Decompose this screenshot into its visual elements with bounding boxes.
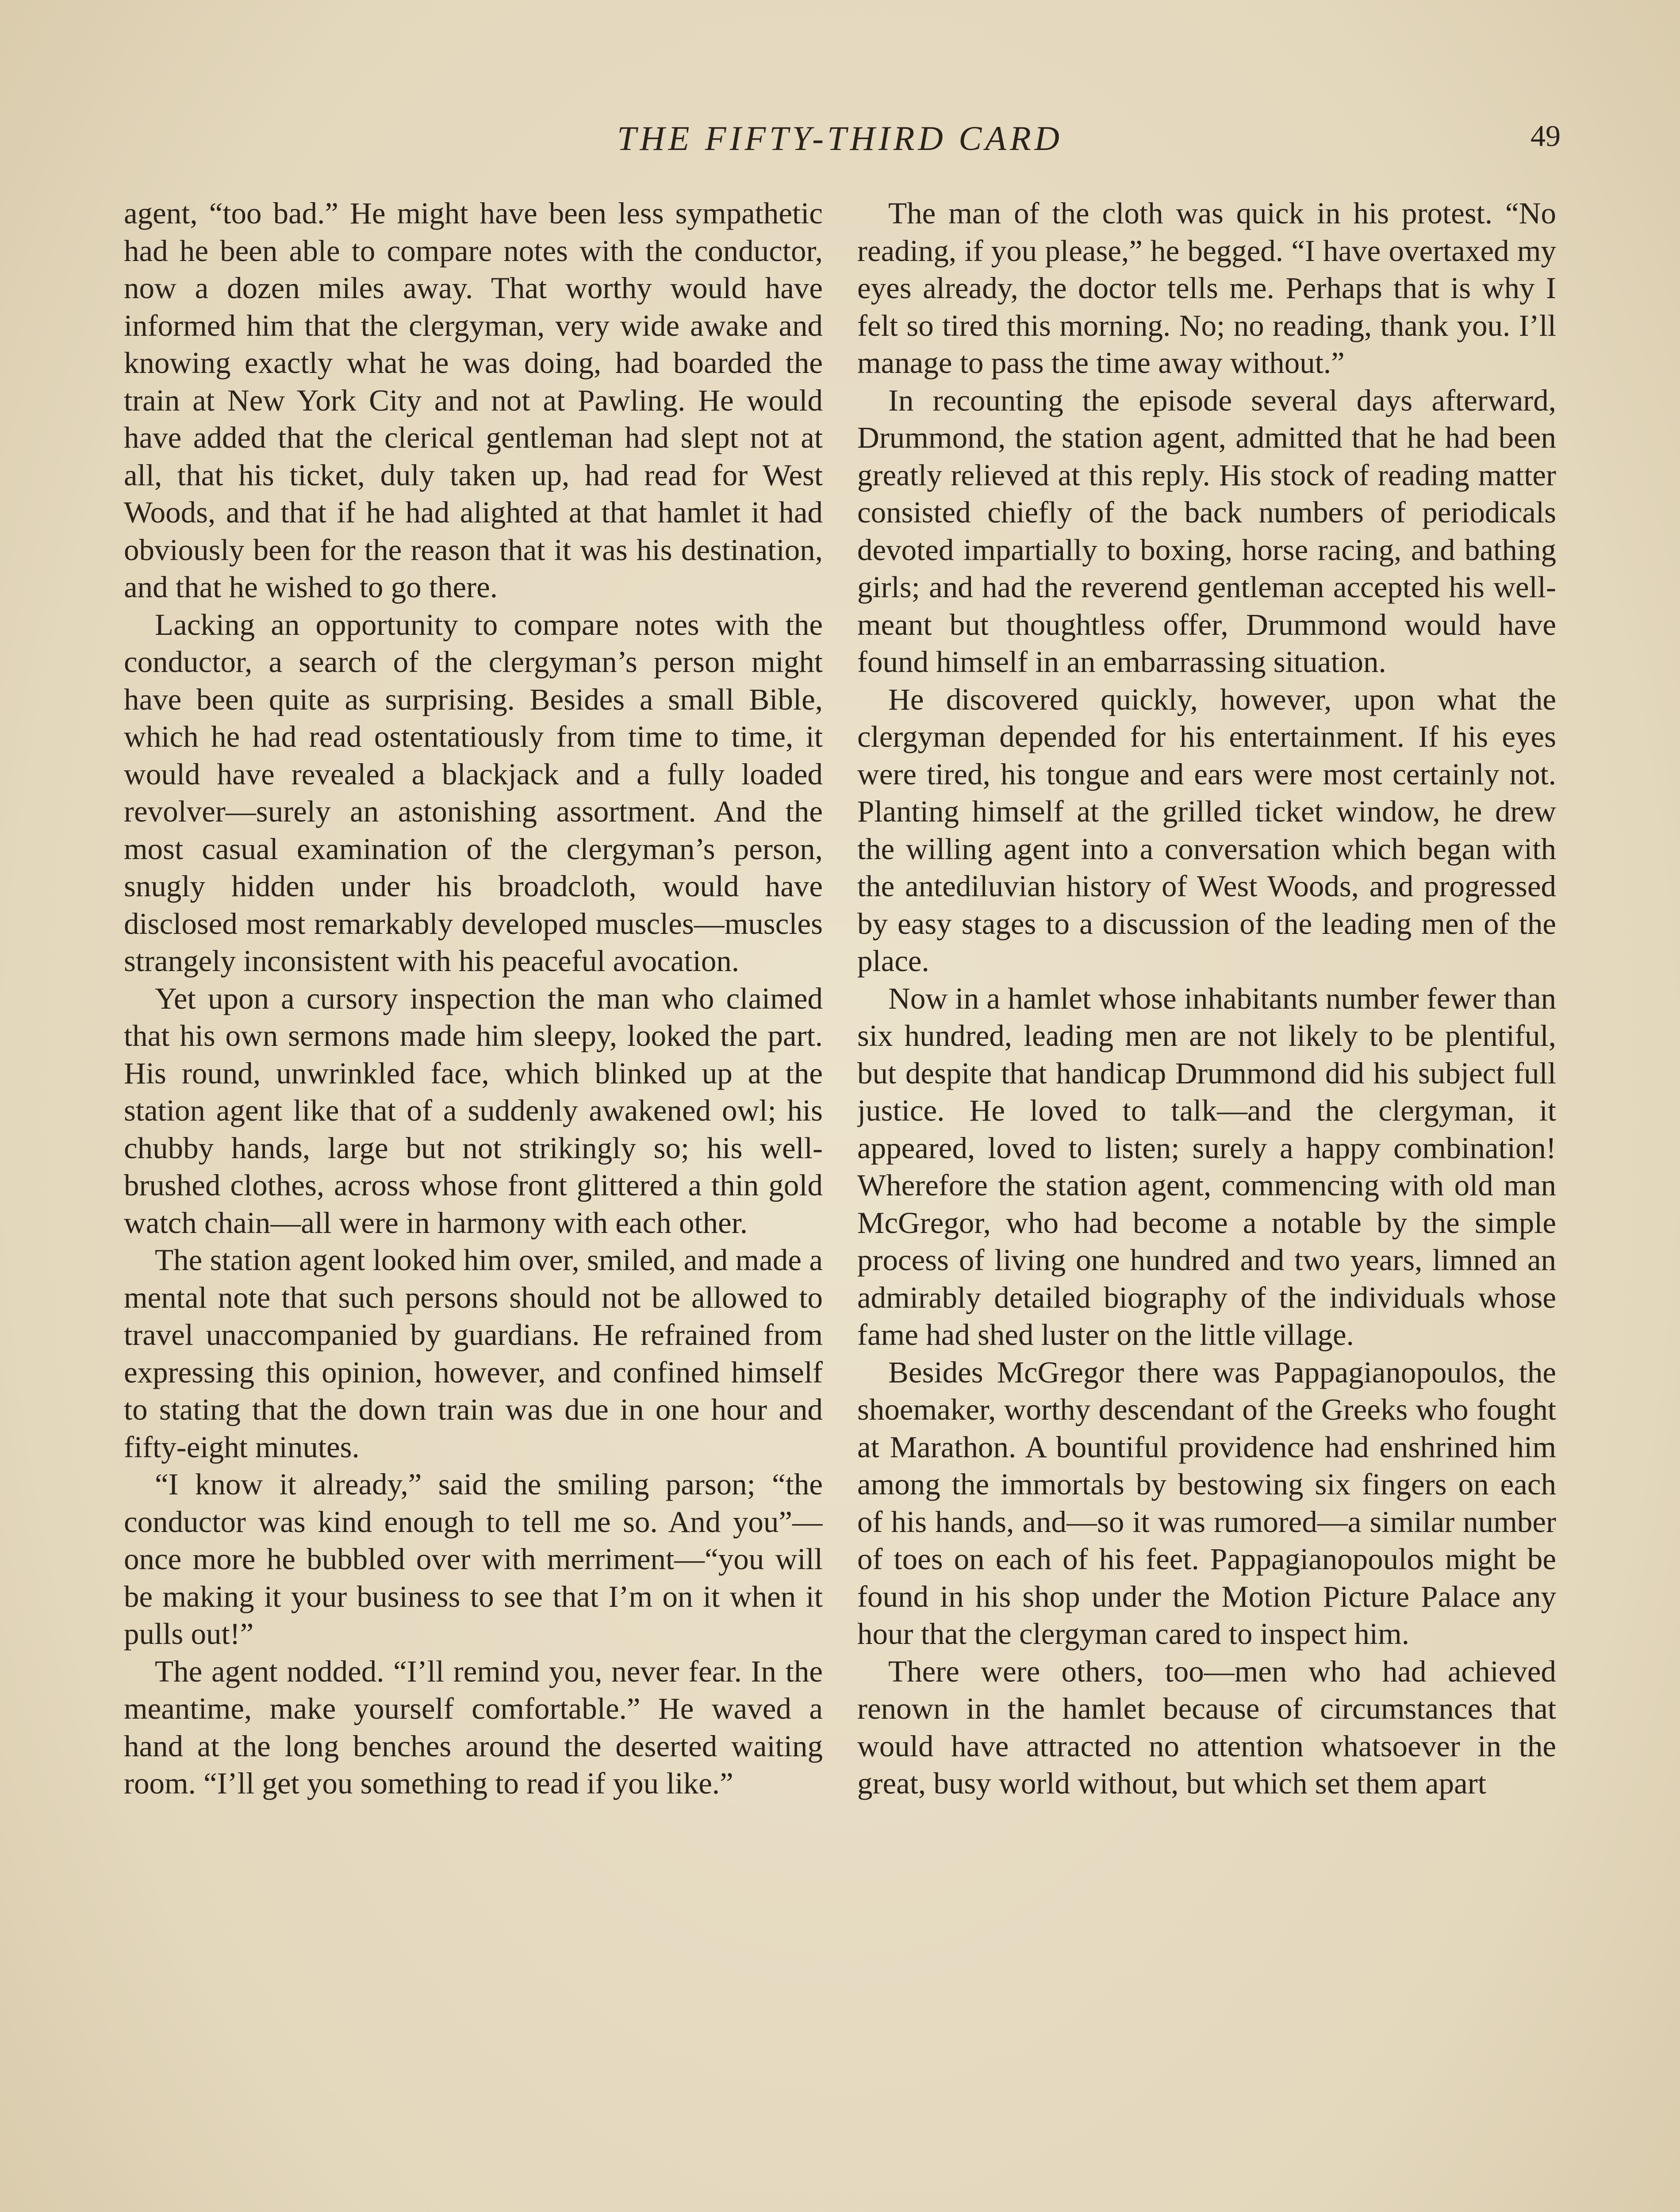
page-header [119, 119, 1561, 167]
paragraph: Besides McGregor there was Pappagianopoulos, the shoemaker, worthy descendant of the Greeks who fought at Marathon. A bountiful providence had enshrined him among the immortals by bestowing six fingers on each of his hands, and—so it was rumored—a similar number of toes on each of his feet. Pappagianopoulos might be found in his shop under the Motion Picture Palace any hour that the clergyman cared to inspect him. [857, 1355, 1556, 1651]
page-number: 49 [1530, 119, 1561, 153]
paragraph: He discovered quickly, however, upon what the clergyman depended for his entertainment. If his eyes were tired, his tongue and ears were most certainly not. Planting himself at the grilled ticket window, he drew the willing agent into a conversation which began with the antediluvian history of West Woods, and progressed by easy stages to a discussion of the leading men of the place. [857, 682, 1556, 978]
paragraph: Lacking an opportunity to compare notes with the conductor, a search of the clergyman’s person might have been quite as surprising. Besides a small Bible, which he had read ostentatiously from time to time, it would have revealed a blackjack and a fully loaded revolver—surely an astonishing assortment. And the most casual examination of the clergyman’s person, snugly hidden under his broadcloth, would have disclosed most remarkably developed muscles—muscles strangely inconsistent with his peaceful avocation. [124, 607, 823, 978]
paragraph: agent, “too bad.” He might have been less sympathetic had he been able to compare notes with the conductor, now a dozen miles away. That worthy would have informed him that the clergyman, very wide awake and knowing exactly what he was doing, had boarded the train at New York City and not at Pawling. He would have added that the clerical gentleman had slept not at all, that his ticket, duly taken up, had read for West Woods, and that if he had alighted at that hamlet it had obviously been for the reason that it was his destination, and that he wished to go there. [124, 196, 823, 604]
left-column [124, 195, 823, 2212]
paragraph: Yet upon a cursory inspection the man who claimed that his own sermons made him sleepy, looked the part. His round, unwrinkled face, which blinked up at the station agent like that of a suddenly awakened owl; his chubby hands, large but not strikingly so; his well-brushed clothes, across whose front glittered a thin gold watch chain—all were in harmony with each other. [124, 981, 823, 1240]
paragraph: The agent nodded. “I’ll remind you, never fear. In the meantime, make yourself comfortable.” He waved a hand at the long benches around the deserted waiting room. “I’ll get you something to read if you like.” [124, 1654, 823, 1800]
paragraph: The station agent looked him over, smiled, and made a mental note that such persons should not be allowed to travel unaccompanied by guardians. He refrained from expressing this opinion, however, and confined himself to stating that the down train was due in one hour and fifty-eight minutes. [124, 1243, 823, 1464]
paragraph: There were others, too—men who had achieved renown in the hamlet because of circumstances that would have attracted no attention whatsoever in the great, busy world without, but which set them apart [857, 1654, 1556, 1800]
paragraph: The man of the cloth was quick in his protest. “No reading, if you please,” he begged. “I have overtaxed my eyes already, the doctor tells me. Perhaps that is why I felt so tired this morning. No; no reading, thank you. I’ll manage to pass the time away without.” [857, 196, 1556, 380]
running-title: THE FIFTY-THIRD CARD [617, 119, 1063, 157]
right-column [857, 195, 1556, 2212]
paragraph: Now in a hamlet whose inhabitants number fewer than six hundred, leading men are not likely to be plentiful, but despite that handicap Drummond did his subject full justice. He loved to talk—and the clergyman, it appeared, loved to listen; surely a happy combination! Wherefore the station agent, commencing with old man McGregor, who had become a notable by the simple process of living one hundred and two years, limned an admirably detailed biography of the individuals whose fame had shed luster on the little village. [857, 981, 1556, 1352]
paragraph: “I know it already,” said the smiling parson; “the conductor was kind enough to tell me so. And you”—once more he bubbled over with merriment—“you will be making it your business to see that I’m on it when it pulls out!” [124, 1467, 823, 1651]
paragraph: In recounting the episode several days afterward, Drummond, the station agent, admitted that he had been greatly relieved at this reply. His stock of reading matter consisted chiefly of the back numbers of periodicals devoted impartially to boxing, horse racing, and bathing girls; and had the reverend gentleman accepted his well-meant but thoughtless offer, Drummond would have found himself in an embarrassing situation. [857, 383, 1556, 679]
